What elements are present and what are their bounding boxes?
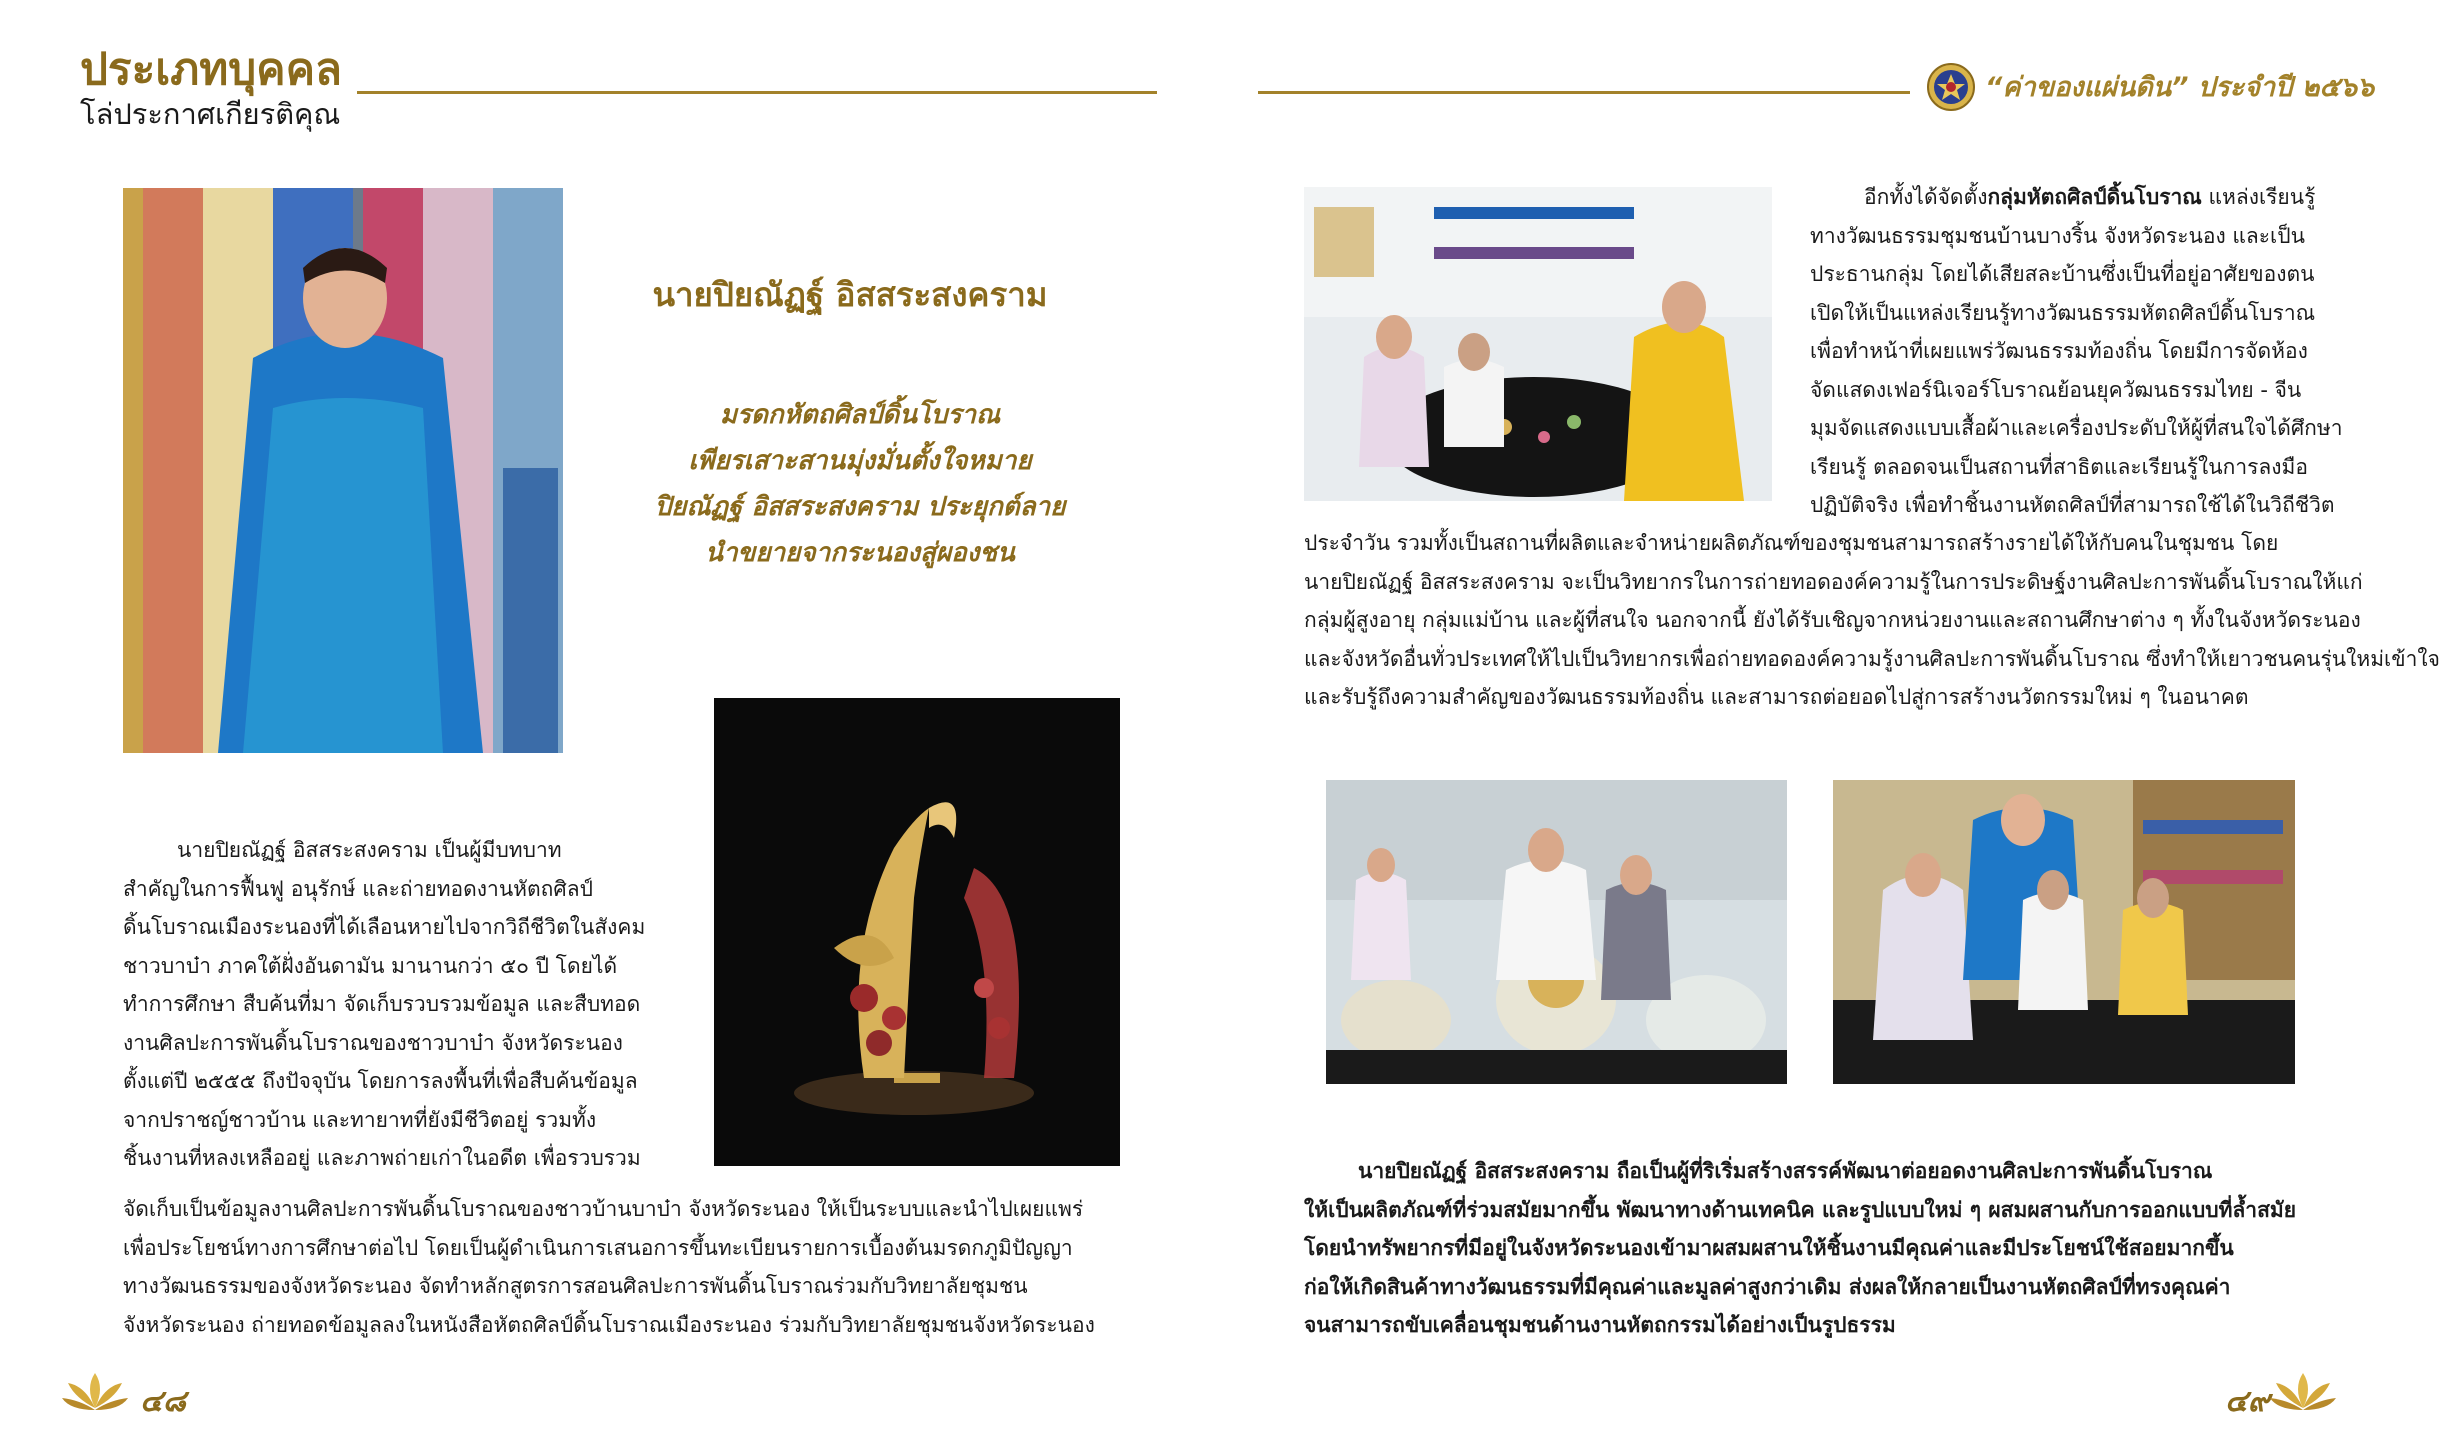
- body-line: นายปิยณัฏฐ์ อิสสระสงคราม ถือเป็นผู้ที่ริเริ่มสร้างสรรค์พัฒนาต่อยอดงานศิลปะการพันดิ้นโบราณ: [1358, 1159, 2213, 1183]
- body-line: ปฏิบัติจริง เพื่อทำชิ้นงานหัตถศิลป์ที่สามารถใช้ได้ในวิถีชีวิต: [1810, 493, 2335, 517]
- body-line: ตั้งแต่ปี ๒๕๕๕ ถึงปัจจุบัน โดยการลงพื้นที่เพื่อสืบค้นข้อมูล: [123, 1069, 638, 1093]
- workshop-photo: [1304, 187, 1772, 501]
- body-line: จัดเก็บเป็นข้อมูลงานศิลปะการพันดิ้นโบราณของชาวบ้านบาบ๋า จังหวัดระนอง ให้เป็นระบบและนำไปเผยแพร่: [123, 1197, 1084, 1221]
- body-line: และรับรู้ถึงความสำคัญของวัฒนธรรมท้องถิ่น และสามารถต่อยอดไปสู่การสร้างนวัตกรรมใหม่ ๆ ในอนาคต: [1304, 685, 2249, 709]
- left-page-number: ๔๘: [140, 1384, 186, 1419]
- body-line: ชิ้นงานที่หลงเหลืออยู่ และภาพถ่ายเก่าในอดีต เพื่อรวบรวม: [123, 1146, 641, 1170]
- body-line: เปิดให้เป็นแหล่งเรียนรู้ทางวัฒนธรรมหัตถศิลป์ดิ้นโบราณ: [1810, 300, 2316, 325]
- poem-line: นำขยายจากระนองสู่ผองชน: [705, 538, 1015, 568]
- poem-line: ปิยณัฏฐ์ อิสสระสงคราม ประยุกต์ลาย: [654, 492, 1066, 522]
- award-title: “ค่าของแผ่นดิน” ประจำปี ๒๕๖๖: [1985, 72, 2375, 103]
- body-line: นายปิยณัฏฐ์ อิสสระสงคราม เป็นผู้มีบทบาท: [177, 838, 562, 862]
- award-emblem-icon: [1926, 62, 1976, 112]
- exhibition-photo: [1326, 780, 1787, 1084]
- body-line: ทำการศึกษา สืบค้นที่มา จัดเก็บรวบรวมข้อมูล และสืบทอด: [123, 992, 641, 1016]
- right-body-top-narrow: [1810, 178, 2343, 525]
- body-line: จัดแสดงเฟอร์นิเจอร์โบราณย้อนยุควัฒนธรรมไทย - จีน: [1810, 377, 2302, 402]
- body-line: ประจำวัน รวมทั้งเป็นสถานที่ผลิตและจำหน่ายผลิตภัณฑ์ของชุมชนสามารถสร้างรายได้ให้กับคนในชุมชน โดย: [1304, 531, 2279, 555]
- body-line: จนสามารถขับเคลื่อนชุมชนด้านงานหัตถกรรมได้อย่างเป็นรูปธรรม: [1304, 1313, 1896, 1337]
- body-line: เพื่อประโยชน์ทางการศึกษาต่อไป โดยเป็นผู้ดำเนินการเสนอการขึ้นทะเบียนรายการเบื้องต้นมรดกภูมิปัญญา: [123, 1235, 1073, 1260]
- body-line: ทางวัฒนธรรมชุมชนบ้านบางริ้น จังหวัดระนอง และเป็น: [1810, 223, 2305, 248]
- section-subtitle: โล่ประกาศเกียรติคุณ: [80, 97, 341, 131]
- lotus-icon: [60, 1368, 130, 1418]
- body-line: ให้เป็นผลิตภัณฑ์ที่ร่วมสมัยมากขึ้น พัฒนาทางด้านเทคนิค และรูปแบบใหม่ ๆ ผสมผสานกับการออกแบบที่ล้ำสมัย: [1304, 1197, 2297, 1222]
- body-line: เพื่อทำหน้าที่เผยแพร่วัฒนธรรมท้องถิ่น โดยมีการจัดห้อง: [1810, 339, 2308, 363]
- right-body-top-wide: [1304, 524, 2440, 717]
- body-line: นายปิยณัฏฐ์ อิสสระสงคราม จะเป็นวิทยากรในการถ่ายทอดองค์ความรู้ในการประดิษฐ์งานศิลปะการพันดิ้นโบราณให้แก่: [1304, 569, 2363, 594]
- poem-line: เพียรเสาะสานมุ่งมั่นตั้งใจหมาย: [688, 446, 1032, 476]
- header-rule-right: [1258, 91, 1910, 94]
- right-body-bottom: [1304, 1152, 2314, 1345]
- body-line: กลุ่มผู้สูงอายุ กลุ่มแม่บ้าน และผู้ที่สนใจ นอกจากนี้ ยังได้รับเชิญจากหน่วยงานและสถานศึกษาต่าง ๆ ทั้งในจังหวัดระนอง: [1304, 608, 2361, 632]
- portrait-photo: [123, 188, 563, 753]
- right-page-number: ๔๙: [2225, 1384, 2270, 1419]
- left-body-wide: [123, 1190, 1148, 1344]
- demonstration-photo: [1833, 780, 2295, 1084]
- body-line: ดิ้นโบราณเมืองระนองที่ได้เลือนหายไปจากวิถีชีวิตในสังคม: [123, 915, 646, 939]
- body-line: และจังหวัดอื่นทั่วประเทศให้ไปเป็นวิทยากรเพื่อถ่ายทอดองค์ความรู้งานศิลปะการพันดิ้นโบราณ ซึ่งทำให้เยาวชนคนรุ่นใหม่เข้าใจ: [1304, 646, 2440, 671]
- poem-line: มรดกหัตถศิลป์ดิ้นโบราณ: [719, 400, 1001, 430]
- honoree-name: นายปิยณัฏฐ์ อิสสระสงคราม: [652, 275, 1048, 314]
- body-line: เรียนรู้ ตลอดจนเป็นสถานที่สาธิตและเรียนรู้ในการลงมือ: [1810, 454, 2308, 479]
- body-line: โดยนำทรัพยากรที่มีอยู่ในจังหวัดระนองเข้ามาผสมผสานให้ชิ้นงานมีคุณค่าและมีประโยชน์ใช้สอยมากขึ้น: [1304, 1236, 2234, 1260]
- lotus-icon: [2268, 1368, 2338, 1418]
- body-line: งานศิลปะการพันดิ้นโบราณของชาวบาบ๋า จังหวัดระนอง: [123, 1030, 623, 1055]
- body-line: ประธานกลุ่ม โดยได้เสียสละบ้านซึ่งเป็นที่อยู่อาศัยของตน: [1810, 262, 2315, 286]
- body-line: จากปราชญ์ชาวบ้าน และทายาทที่ยังมีชีวิตอยู่ รวมทั้ง: [123, 1107, 597, 1132]
- body-line: ทางวัฒนธรรมของจังหวัดระนอง จัดทำหลักสูตรการสอนศิลปะการพันดิ้นโบราณร่วมกับวิทยาลัยชุมชน: [123, 1274, 1028, 1298]
- phoenix-artwork-photo: [714, 698, 1120, 1166]
- body-line: ชาวบาบ๋า ภาคใต้ฝั่งอันดามัน มานานกว่า ๕๐ ปี โดยได้: [123, 953, 618, 978]
- left-body-narrow: [123, 831, 703, 1178]
- body-line: จังหวัดระนอง ถ่ายทอดข้อมูลลงในหนังสือหัตถศิลป์ดิ้นโบราณเมืองระนอง ร่วมกับวิทยาลัยชุมชนจังหวัดระนอง: [123, 1312, 1095, 1337]
- section-title: ประเภทบุคคล: [80, 44, 343, 95]
- body-line-lead: [1810, 178, 2316, 217]
- lead-suffix: แหล่งเรียนรู้: [2201, 185, 2316, 209]
- header-rule-left: [357, 91, 1157, 94]
- lead-prefix: อีกทั้งได้จัดตั้ง: [1864, 185, 1988, 209]
- body-line: ก่อให้เกิดสินค้าทางวัฒนธรรมที่มีคุณค่าและมูลค่าสูงกว่าเดิม ส่งผลให้กลายเป็นงานหัตถศิลป์ที่ทรงคุณค่า: [1304, 1274, 2231, 1299]
- body-line: สำคัญในการฟื้นฟู อนุรักษ์ และถ่ายทอดงานหัตถศิลป์: [123, 876, 593, 901]
- body-line: มุมจัดแสดงแบบเสื้อผ้าและเครื่องประดับให้ผู้ที่สนใจได้ศึกษา: [1810, 416, 2343, 440]
- lead-bold: กลุ่มหัตถศิลป์ดิ้นโบราณ: [1987, 185, 2202, 209]
- honoree-poem: [600, 392, 1120, 576]
